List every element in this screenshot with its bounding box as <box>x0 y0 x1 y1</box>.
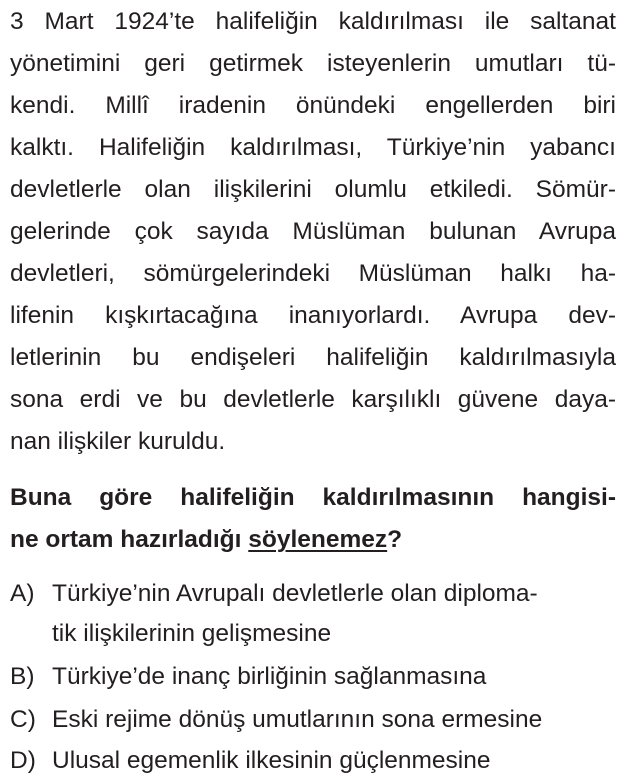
option-b[interactable] <box>10 663 616 691</box>
negative-keyword: söylenemez <box>248 526 388 553</box>
passage-line: devletleri, sömürgelerindeki Müslüman halkı ha- <box>10 260 616 287</box>
passage-line: sona erdi ve bu devletlerle karşılıklı güvene daya- <box>10 386 616 413</box>
option-letter: B) <box>10 663 35 690</box>
option-letter: C) <box>10 706 36 733</box>
question-stem-text: ne ortam hazırladığı <box>10 526 249 553</box>
passage-line: kendi. Millî iradenin önündeki engellerden biri <box>10 92 616 119</box>
passage-line: gelerinde çok sayıda Müslüman bulunan Avrupa <box>10 218 616 245</box>
passage-line: 3 Mart 1924’te halifeliğin kaldırılması ile saltanat <box>10 8 616 35</box>
option-text: Türkiye’de inanç birliğinin sağlanmasına <box>52 663 487 690</box>
passage-line: yönetimini geri getirmek isteyenlerin umutları tü- <box>10 50 616 77</box>
passage-line: letlerinin bu endişeleri halifeliğin kaldırılmasıyla <box>10 344 616 371</box>
option-d[interactable] <box>10 747 616 775</box>
option-text: Eski rejime dönüş umutlarının sona ermesine <box>52 706 543 733</box>
question-mark: ? <box>387 526 403 553</box>
passage-line: devletlerle olan ilişkilerini olumlu etkiledi. Sömür- <box>10 176 616 203</box>
option-c[interactable] <box>10 706 616 734</box>
option-a-continuation: tik ilişkilerinin gelişmesine <box>52 620 332 647</box>
question-stem-line: Buna göre halifeliğin kaldırılmasının hangisi- <box>10 484 616 511</box>
passage-line: nan ilişkiler kuruldu. <box>10 428 226 455</box>
option-a[interactable] <box>10 580 616 608</box>
question-stem-line <box>10 526 616 554</box>
passage-line: kalktı. Halifeliğin kaldırılması, Türkiye’nin yabancı <box>10 134 616 161</box>
option-letter: D) <box>10 747 36 774</box>
option-letter: A) <box>10 580 35 607</box>
option-text: Ulusal egemenlik ilkesinin güçlenmesine <box>52 747 491 774</box>
option-text: Türkiye’nin Avrupalı devletlerle olan diploma- <box>52 580 538 607</box>
passage-line: lifenin kışkırtacağına inanıyorlardı. Avrupa dev- <box>10 302 616 329</box>
